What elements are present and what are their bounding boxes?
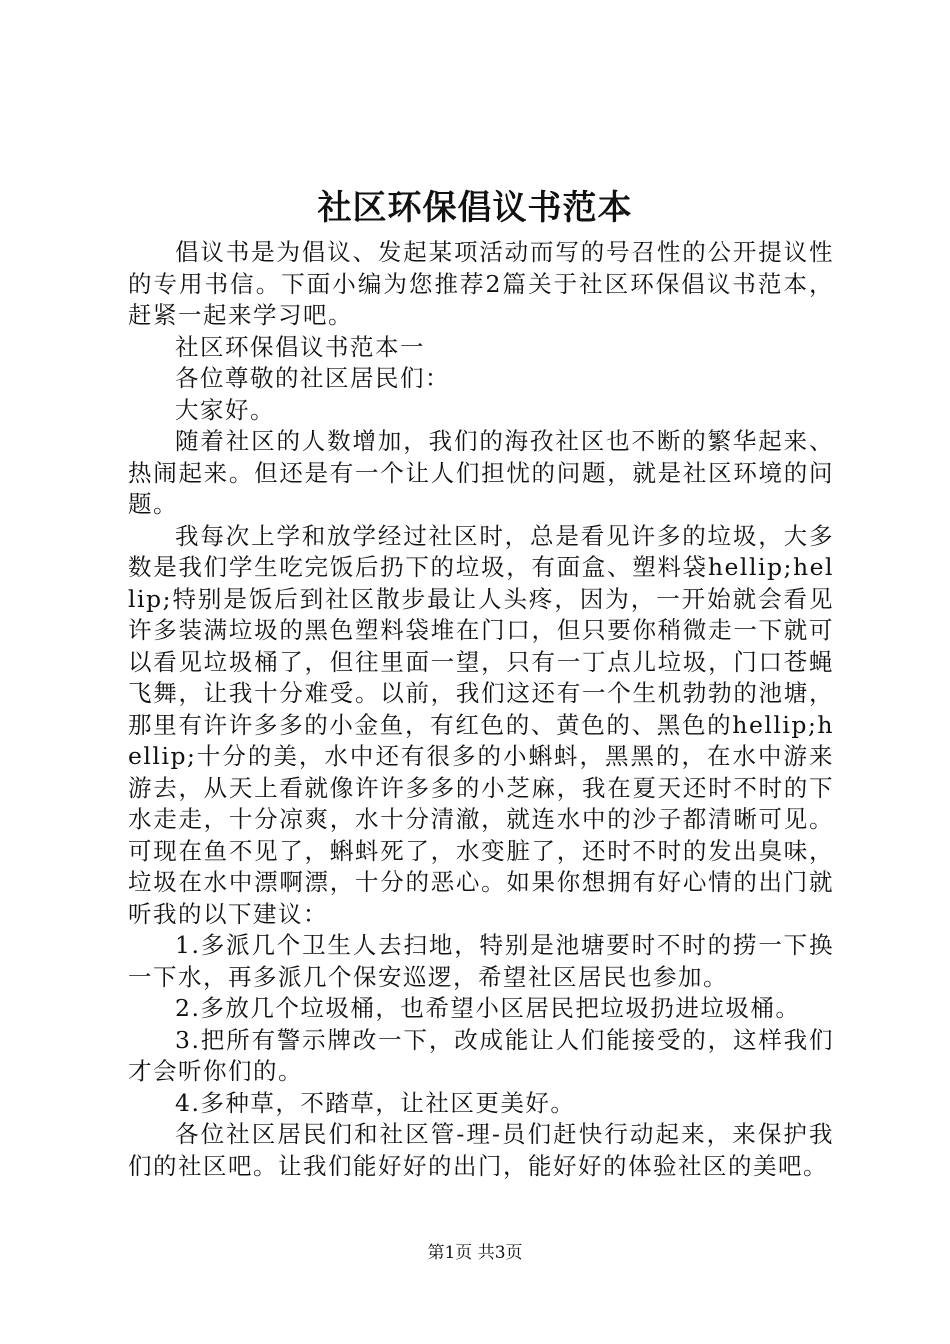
suggestion-item-3: 3.把所有警示牌改一下，改成能让人们能接受的，这样我们才会听你们的。 xyxy=(128,1025,834,1085)
suggestion-item-4: 4.多种草，不踏草，让社区更美好。 xyxy=(175,1088,576,1117)
paragraph-problem: 随着社区的人数增加，我们的海孜社区也不断的繁华起来、热闹起来。但还是有一个让人们担忧的问题，就是社区环境的问题。 xyxy=(128,427,834,518)
greeting: 大家好。 xyxy=(175,395,275,424)
salutation: 各位尊敬的社区居民们： xyxy=(175,364,450,392)
suggestion-item-1: 1.多派几个卫生人去扫地，特别是池塘要时不时的捞一下换一下水，再多派几个保安巡逻，希望社区居民也参加。 xyxy=(128,931,834,991)
document-title: 社区环保倡议书范本 xyxy=(317,188,633,228)
section-heading: 社区环保倡议书范本一 xyxy=(175,332,425,361)
document-body xyxy=(128,237,834,1182)
suggestion-item-2: 2.多放几个垃圾桶，也希望小区居民把垃圾扔进垃圾桶。 xyxy=(175,994,801,1022)
paragraph-closing: 各位社区居民们和社区管-理-员们赶快行动起来，来保护我们的社区吧。让我们能好好的出门，能好好的体验社区的美吧。 xyxy=(128,1120,834,1180)
page-number: 第1页 共3页 xyxy=(427,1243,523,1263)
paragraph-intro: 倡议书是为倡议、发起某项活动而写的号召性的公开提议性的专用书信。下面小编为您推荐2篇关于社区环保倡议书范本，赶紧一起来学习吧。 xyxy=(128,238,834,329)
paragraph-description: 我每次上学和放学经过社区时，总是看见许多的垃圾，大多数是我们学生吃完饭后扔下的垃圾，有面盒、塑料袋hellip;hellip;特别是饭后到社区散步最让人头疼，因为，一开始就会看见许多装满垃圾的黑色塑料袋堆在门口，但只要你稍微走一下就可以看见垃圾桶了，但往里面一望，只有一丁点儿垃圾，门口苍蝇飞舞，让我十分难受。以前，我们这还有一个生机勃勃的池塘，那里有许许多多的小金鱼，有红色的、黄色的、黑色的hellip;hellip;十分的美，水中还有很多的小蝌蚪，黑黑的，在水中游来游去，从天上看就像许许多多的小芝麻，我在夏天还时不时的下水走走，十分凉爽，水十分清澈，就连水中的沙子都清晰可见。可现在鱼不见了，蝌蚪死了，水变脏了，还时不时的发出臭味，垃圾在水中漂啊漂，十分的恶心。如果你想拥有好心情的出门就听我的以下建议： xyxy=(128,521,834,928)
